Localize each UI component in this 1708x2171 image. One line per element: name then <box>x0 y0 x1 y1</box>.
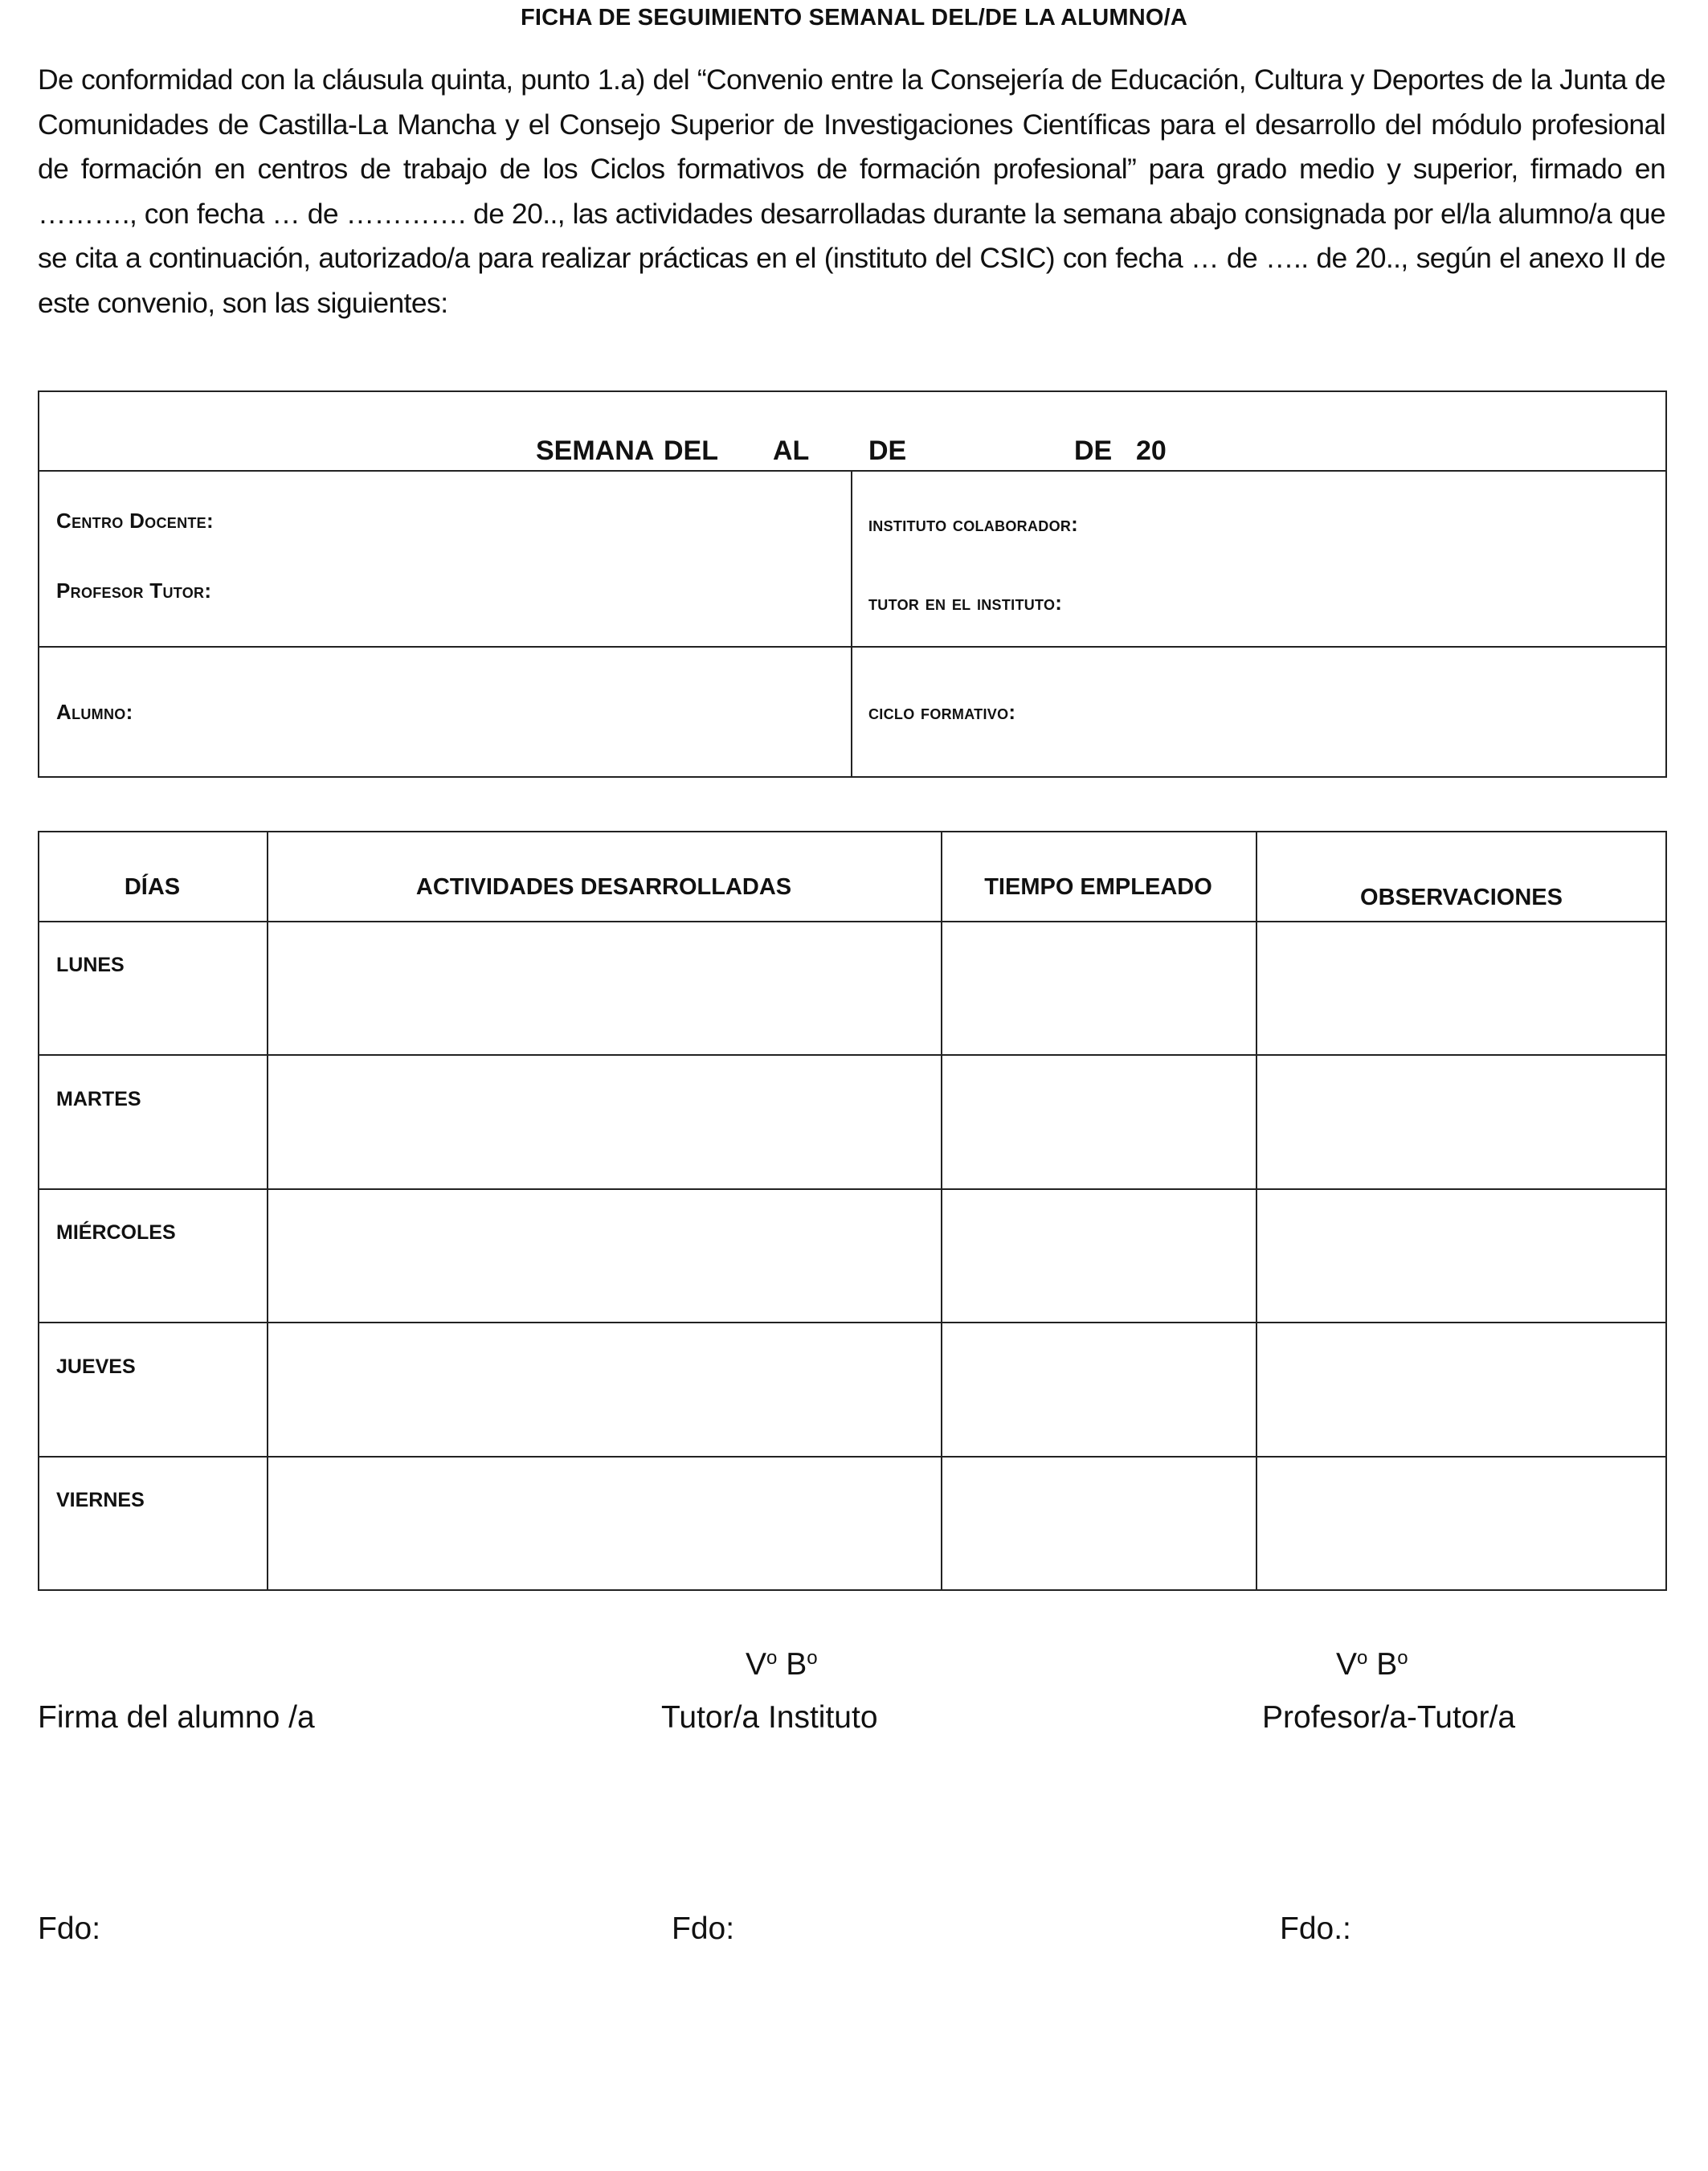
week-year-label: 20 <box>1136 435 1167 466</box>
column-header-observaciones: OBSERVACIONES <box>1360 885 1563 910</box>
column-header-actividades: ACTIVIDADES DESARROLLADAS <box>415 874 792 900</box>
activities-row-divider-1 <box>38 921 1667 922</box>
day-label-jueves: JUEVES <box>56 1355 136 1378</box>
profesor-tutor-sign-label: Profesor/a-Tutor/a <box>1262 1700 1516 1735</box>
centro-docente-label: Centro Docente: <box>56 509 214 533</box>
document-title: FICHA DE SEGUIMIENTO SEMANAL DEL/DE LA ALUMNO/A <box>520 5 1187 31</box>
tutor-instituto-label: tutor en el instituto: <box>868 591 1063 615</box>
vb-o2: o <box>1397 1647 1408 1669</box>
week-de-label-2: DE <box>1074 435 1113 466</box>
activities-col-divider-2 <box>941 831 942 1591</box>
firma-alumno-label: Firma del alumno /a <box>38 1700 315 1735</box>
week-semana-label: SEMANA <box>536 435 655 466</box>
column-header-dias: DÍAS <box>124 874 181 900</box>
fdo-tutor-instituto: Fdo: <box>672 1911 735 1946</box>
header-divider-2 <box>38 646 1667 648</box>
week-de-label-1: DE <box>868 435 907 466</box>
profesor-tutor-label: Profesor Tutor: <box>56 579 212 603</box>
activities-col-divider-1 <box>267 831 268 1591</box>
header-info-table <box>38 390 1667 778</box>
day-label-martes: MARTES <box>56 1088 141 1110</box>
vb-b: B <box>777 1647 807 1682</box>
header-divider-1 <box>38 470 1667 472</box>
vb-o: o <box>1357 1647 1368 1669</box>
activities-row-divider-4 <box>38 1322 1667 1323</box>
week-al-label: AL <box>773 435 810 466</box>
fdo-profesor-tutor: Fdo.: <box>1280 1911 1351 1946</box>
tutor-instituto-sign-label: Tutor/a Instituto <box>661 1700 878 1735</box>
vb-o: o <box>766 1647 778 1669</box>
day-label-viernes: VIERNES <box>56 1489 145 1511</box>
vb-tutor-instituto <box>746 1647 818 1682</box>
vb-v: V <box>1336 1647 1358 1682</box>
week-del-label: DEL <box>664 435 718 466</box>
fdo-alumno: Fdo: <box>38 1911 101 1946</box>
activities-table <box>38 831 1667 1591</box>
ciclo-formativo-label: ciclo formativo: <box>868 700 1016 724</box>
vb-o2: o <box>807 1647 818 1669</box>
vb-v: V <box>746 1647 767 1682</box>
alumno-label: Alumno: <box>56 700 133 724</box>
header-column-divider <box>851 470 852 778</box>
activities-row-divider-3 <box>38 1188 1667 1190</box>
vb-b: B <box>1367 1647 1398 1682</box>
day-label-lunes: LUNES <box>56 954 125 976</box>
day-label-miercoles: MIÉRCOLES <box>56 1221 176 1244</box>
vb-profesor-tutor <box>1336 1647 1408 1682</box>
activities-col-divider-3 <box>1256 831 1257 1591</box>
intro-paragraph: De conformidad con la cláusula quinta, punto 1.a) del “Convenio entre la Consejería de Educación, Cultura y Deportes de la Junta de Comunidades de Castilla-La Mancha y el Consejo Superior de Investigaciones Científicas para el desarrollo del módulo profesional de formación en centros de trabajo de los Ciclos formativos de formación profesional” para grado medio y superior, firmado en ………., con fecha … de …………. de 20.., las actividades desarrolladas durante la semana abajo consignada por el/la alumno/a que se cita a continuación, autorizado/a para realizar prácticas en el (instituto del CSIC) con fecha … de ….. de 20.., según el anexo II de este convenio, son las siguientes: <box>38 63 1665 319</box>
instituto-colaborador-label: instituto colaborador: <box>868 512 1079 536</box>
activities-row-divider-5 <box>38 1456 1667 1458</box>
column-header-tiempo: TIEMPO EMPLEADO <box>984 874 1212 900</box>
activities-row-divider-2 <box>38 1054 1667 1056</box>
